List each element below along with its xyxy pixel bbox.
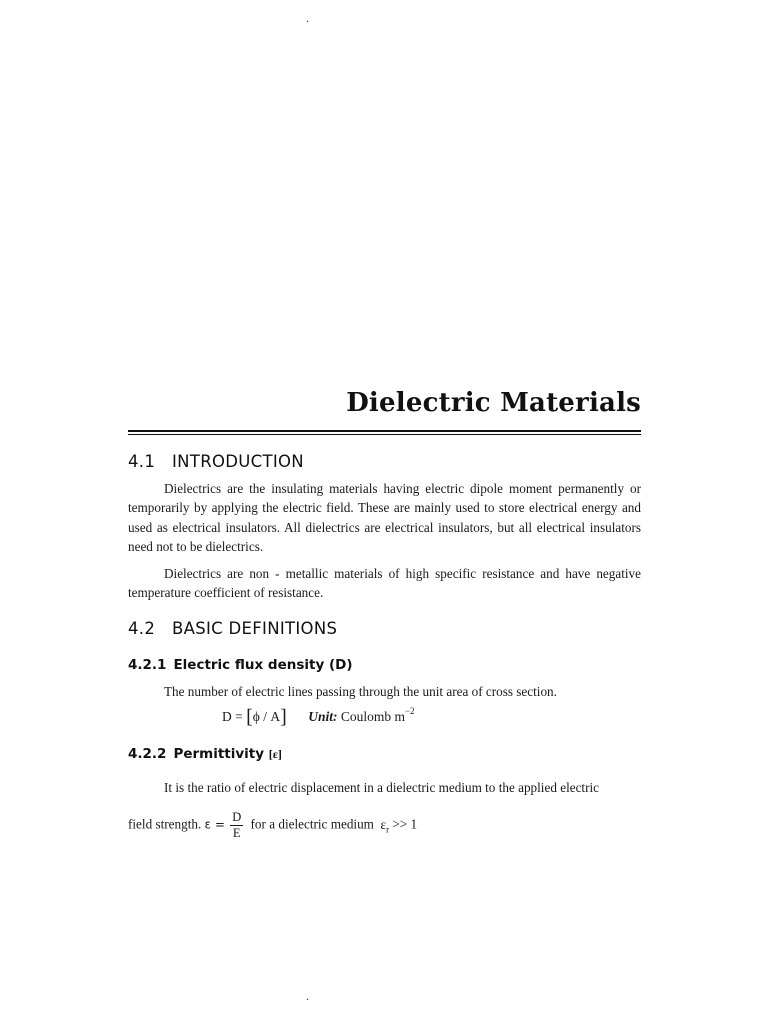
section-title: INTRODUCTION <box>172 452 304 471</box>
section-heading-introduction <box>128 452 304 471</box>
intro-paragraph-1: Dielectrics are the insulating materials having electric dipole moment permanently or temporarily by applying the electric field. These are mainly used to store electrical energy and used as electrical insulators. All dielectrics are electrical insulators, but all electrical insulators need not to be dielectrics. <box>128 481 641 555</box>
fraction-d-over-e <box>230 810 243 841</box>
permittivity-equation-line <box>128 810 417 841</box>
fraction-denominator: E <box>232 826 241 840</box>
equation-middle-text: for a dielectric medium <box>250 816 374 832</box>
title-rule-thin <box>128 434 641 435</box>
relative-permittivity-symbol <box>380 816 390 835</box>
intro-paragraph-2: Dielectrics are non - metallic materials of high specific resistance and have negative temperature coefficient of resistance. <box>128 566 641 601</box>
flux-density-definition: The number of electric lines passing through the unit area of cross section. <box>164 684 557 699</box>
page-top-mark: . <box>306 11 309 25</box>
subsection-title: Permittivity <box>173 746 265 762</box>
epsilon-r-subscript: r <box>386 824 390 835</box>
equation-prefix: field strength. <box>128 816 202 832</box>
unit-label: Unit: <box>308 709 338 724</box>
flux-density-equation <box>222 706 415 729</box>
equation-suffix: >> 1 <box>392 816 418 832</box>
subsection-heading-flux-density <box>128 657 353 673</box>
section-number: 4.2 <box>128 619 156 638</box>
epsilon-symbol: ε = <box>204 817 225 832</box>
unit-exponent: −2 <box>404 706 415 716</box>
section-number: 4.1 <box>128 452 156 471</box>
title-rule-thick <box>128 430 641 432</box>
subsection-heading-permittivity <box>128 746 282 762</box>
equation-expression: ϕ / A <box>252 709 281 724</box>
subsection-number: 4.2.1 <box>128 657 167 673</box>
unit-value: Coulomb m <box>340 709 405 724</box>
equation-bracket-open: [ <box>246 706 253 728</box>
fraction-numerator: D <box>232 810 242 824</box>
permittivity-definition: It is the ratio of electric displacement in a dielectric medium to the applied electric <box>164 780 600 795</box>
epsilon-r: ε <box>380 816 387 832</box>
subsection-title: Electric flux density (D) <box>173 657 353 673</box>
chapter-title: Dielectric Materials <box>346 388 641 418</box>
permittivity-symbol: [ε] <box>268 747 282 761</box>
equation-bracket-close: ] <box>280 706 287 728</box>
equation-lhs: D = <box>222 709 243 724</box>
subsection-number: 4.2.2 <box>128 746 167 762</box>
section-title: BASIC DEFINITIONS <box>172 619 338 638</box>
section-heading-basic-definitions <box>128 619 337 638</box>
page-bottom-mark: . <box>306 989 309 1003</box>
